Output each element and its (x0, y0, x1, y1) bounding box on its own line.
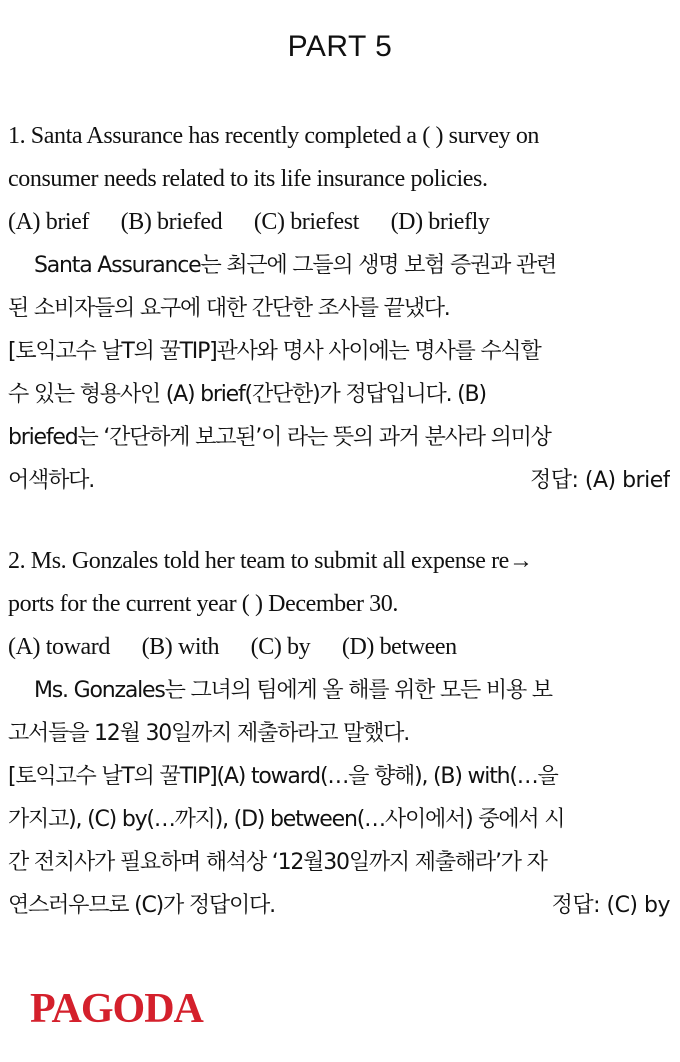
question-1 (8, 115, 670, 502)
pagoda-logo: PAGODA (30, 986, 203, 1032)
tip-line: 어색하다. (8, 468, 95, 493)
tip-line: 간 전치사가 필요하며 해석상 ‘12월30일까지 제출해라’가 자 (8, 850, 547, 875)
question-2 (8, 540, 670, 927)
question-stem-line: 1. Santa Assurance has recently completed a ( ) survey on (8, 123, 540, 149)
question-stem-line: 2. Ms. Gonzales told her team to submit all expense re→ (8, 548, 533, 574)
translation-line: 된 소비자들의 요구에 대한 간단한 조사를 끝냈다. (8, 296, 450, 321)
tip-line: briefed는 ‘간단하게 보고된’이 라는 뜻의 과거 분사라 의미상 (8, 425, 551, 450)
tip-line: 가지고), (C) by(…까지), (D) between(…사이에서) 중에서 시 (8, 807, 565, 832)
option-b: (B) with (141, 634, 220, 660)
option-b: (B) briefed (120, 209, 223, 235)
answer-key: 정답: (C) by (551, 893, 670, 918)
translation-line: Ms. Gonzales는 그녀의 팀에게 올 해를 위한 모든 비용 보 (34, 678, 552, 703)
option-d: (D) briefly (390, 209, 490, 235)
option-d: (D) between (341, 634, 457, 660)
option-c: (C) by (250, 634, 311, 660)
translation-line: 고서들을 12월 30일까지 제출하라고 말했다. (8, 721, 409, 746)
option-a: (A) toward (8, 634, 110, 660)
tip-line: 연스러우므로 (C)가 정답이다. (8, 893, 275, 918)
answer-key: 정답: (A) brief (529, 468, 670, 493)
question-stem-line: ports for the current year ( ) December 30. (8, 591, 398, 617)
option-a: (A) brief (8, 209, 90, 235)
translation-line: Santa Assurance는 최근에 그들의 생명 보험 증권과 관련 (34, 253, 557, 278)
tip-line: 수 있는 형용사인 (A) brief(간단한)가 정답입니다. (B) (8, 382, 486, 407)
question-stem-line: consumer needs related to its life insurance policies. (8, 166, 488, 192)
option-c: (C) briefest (253, 209, 359, 235)
answer-options (8, 201, 670, 244)
tip-line: [토익고수 날T의 꿀TIP]관사와 명사 사이에는 명사를 수식할 (8, 339, 541, 364)
tip-answer-row (8, 459, 670, 502)
page-title: PART 5 (287, 30, 393, 63)
answer-options (8, 626, 670, 669)
tip-line: [토익고수 날T의 꿀TIP](A) toward(…을 향해), (B) with(…을 (8, 764, 558, 789)
tip-answer-row (8, 884, 670, 927)
